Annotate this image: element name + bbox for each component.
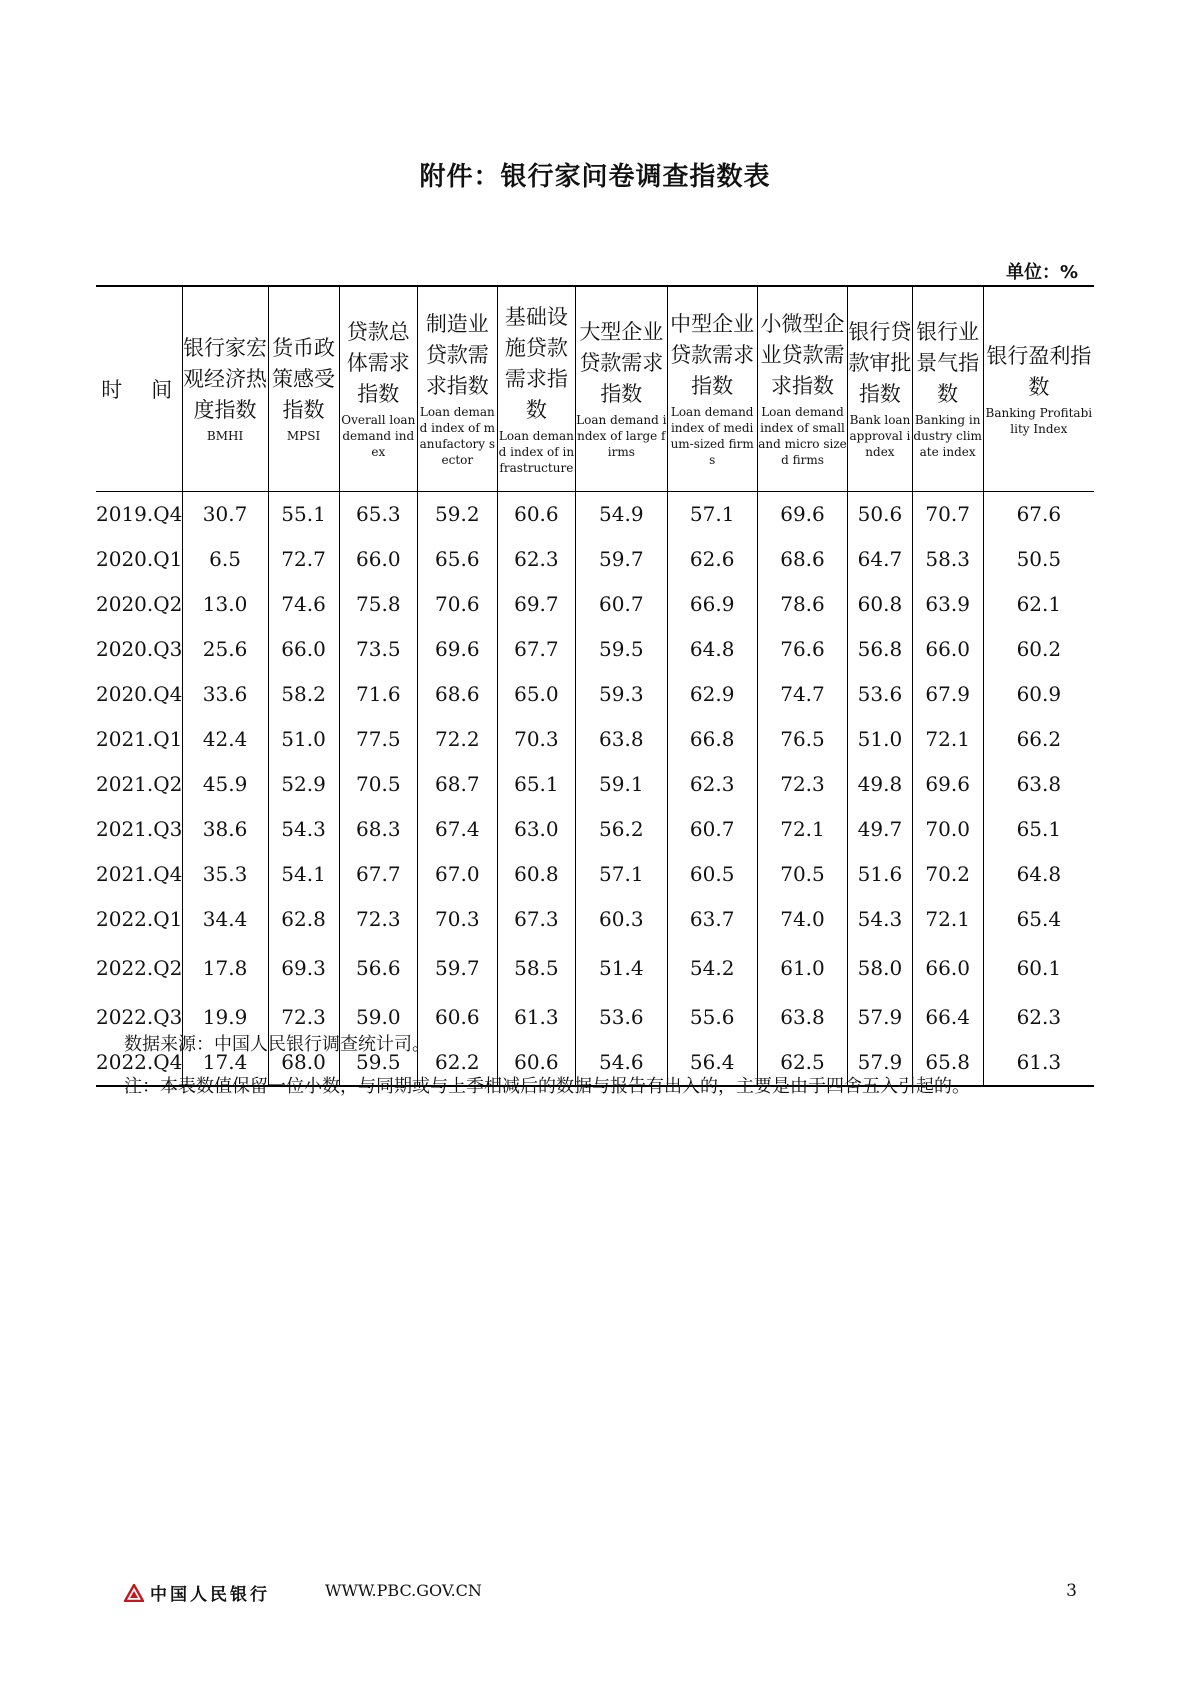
value-cell: 73.5 [339,627,418,672]
value-cell: 70.3 [418,897,498,942]
value-cell: 65.3 [339,491,418,537]
value-cell: 62.1 [983,582,1094,627]
value-cell: 58.5 [497,942,576,995]
value-cell: 56.6 [339,942,418,995]
value-cell: 54.9 [576,491,667,537]
value-cell: 51.0 [848,717,913,762]
value-cell: 69.6 [912,762,983,807]
value-cell: 70.5 [339,762,418,807]
header-loan-approval: 银行贷款审批指数 Bank loan approval index [848,286,913,491]
value-cell: 74.7 [757,672,847,717]
value-cell: 72.1 [912,897,983,942]
value-cell: 51.4 [576,942,667,995]
value-cell: 62.3 [983,995,1094,1040]
value-cell: 60.8 [497,852,576,897]
value-cell: 62.2 [418,1040,498,1086]
value-cell: 59.5 [576,627,667,672]
value-cell: 62.9 [667,672,757,717]
table-row [96,942,1094,995]
value-cell: 60.8 [848,582,913,627]
value-cell: 66.4 [912,995,983,1040]
value-cell: 65.6 [418,537,498,582]
value-cell: 49.8 [848,762,913,807]
header-small-micro-firms: 小微型企业贷款需求指数 Loan demand index of small and micro sized firms [757,286,847,491]
value-cell: 59.1 [576,762,667,807]
footer-org-name: 中国人民银行 [150,1585,270,1605]
value-cell: 69.3 [268,942,339,995]
table-row [96,762,1094,807]
value-cell: 66.0 [268,627,339,672]
value-cell: 51.0 [268,717,339,762]
value-cell: 54.2 [667,942,757,995]
value-cell: 57.1 [576,852,667,897]
value-cell: 56.2 [576,807,667,852]
table-row [96,672,1094,717]
value-cell: 68.6 [757,537,847,582]
value-cell: 72.3 [757,762,847,807]
value-cell: 59.0 [339,995,418,1040]
header-mpsi: 货币政策感受指数 MPSI [268,286,339,491]
value-cell: 67.9 [912,672,983,717]
period-cell: 2022.Q2 [96,956,183,980]
value-cell: 68.6 [418,672,498,717]
value-cell: 62.8 [268,897,339,942]
value-cell: 49.7 [848,807,913,852]
period-cell: 2021.Q4 [96,862,183,886]
value-cell: 66.0 [912,627,983,672]
period-cell: 2019.Q4 [96,502,183,526]
value-cell: 60.1 [983,942,1094,995]
value-cell: 70.5 [757,852,847,897]
value-cell: 76.6 [757,627,847,672]
value-cell: 60.6 [497,1040,576,1086]
value-cell: 57.1 [667,491,757,537]
value-cell: 77.5 [339,717,418,762]
table-row [96,491,1094,537]
value-cell: 53.6 [576,995,667,1040]
table-row [96,627,1094,672]
header-medium-firms: 中型企业贷款需求指数 Loan demand index of medium-sized firms [667,286,757,491]
page-number: 3 [1066,1581,1077,1601]
value-cell: 70.2 [912,852,983,897]
value-cell: 17.8 [182,942,268,995]
value-cell: 62.3 [667,762,757,807]
unit-label: 单位：% [1005,262,1078,283]
value-cell: 53.6 [848,672,913,717]
value-cell: 69.6 [757,491,847,537]
value-cell: 25.6 [182,627,268,672]
value-cell: 17.4 [182,1040,268,1086]
value-cell: 60.5 [667,852,757,897]
value-cell: 38.6 [182,807,268,852]
value-cell: 51.6 [848,852,913,897]
value-cell: 55.6 [667,995,757,1040]
value-cell: 60.3 [576,897,667,942]
value-cell: 19.9 [182,995,268,1040]
value-cell: 6.5 [182,537,268,582]
period-cell: 2022.Q4 [96,1040,182,1086]
header-manufacturing: 制造业贷款需求指数 Loan demand index of manufactory sector [418,286,498,491]
period-cell: 2021.Q3 [96,817,183,841]
value-cell: 54.6 [576,1040,667,1086]
header-overall-loan: 贷款总体需求指数 Overall loan demand index [339,286,418,491]
period-cell: 2020.Q1 [96,547,183,571]
value-cell: 67.6 [983,491,1094,537]
value-cell: 70.7 [912,491,983,537]
period-cell: 2022.Q1 [96,907,183,931]
pbc-logo-icon [124,1584,144,1602]
value-cell: 75.8 [339,582,418,627]
value-cell: 45.9 [182,762,268,807]
value-cell: 60.9 [983,672,1094,717]
table-header-row [96,286,1094,491]
value-cell: 59.3 [576,672,667,717]
value-cell: 70.6 [418,582,498,627]
table-row [96,717,1094,762]
value-cell: 56.4 [667,1040,757,1086]
value-cell: 30.7 [182,491,268,537]
value-cell: 67.3 [497,897,576,942]
value-cell: 52.9 [268,762,339,807]
value-cell: 68.0 [268,1040,339,1086]
value-cell: 34.4 [182,897,268,942]
value-cell: 72.1 [757,807,847,852]
value-cell: 66.2 [983,717,1094,762]
header-industry-climate: 银行业景气指数 Banking industry climate index [912,286,983,491]
value-cell: 62.3 [497,537,576,582]
value-cell: 57.9 [848,1040,913,1086]
value-cell: 65.0 [497,672,576,717]
footer-url[interactable]: WWW.PBC.GOV.CN [325,1581,482,1600]
value-cell: 42.4 [182,717,268,762]
value-cell: 33.6 [182,672,268,717]
value-cell: 61.3 [983,1040,1094,1086]
value-cell: 60.6 [418,995,498,1040]
value-cell: 55.1 [268,491,339,537]
value-cell: 58.0 [848,942,913,995]
value-cell: 60.2 [983,627,1094,672]
value-cell: 69.6 [418,627,498,672]
period-cell: 2022.Q3 [96,1005,183,1029]
value-cell: 72.2 [418,717,498,762]
value-cell: 59.7 [418,942,498,995]
value-cell: 65.1 [983,807,1094,852]
value-cell: 72.3 [268,995,339,1040]
value-cell: 62.6 [667,537,757,582]
value-cell: 74.6 [268,582,339,627]
value-cell: 72.3 [339,897,418,942]
value-cell: 63.9 [912,582,983,627]
value-cell: 58.3 [912,537,983,582]
period-cell: 2020.Q3 [96,637,183,661]
value-cell: 65.8 [912,1040,983,1086]
period-cell: 2021.Q1 [96,727,183,751]
value-cell: 50.6 [848,491,913,537]
value-cell: 71.6 [339,672,418,717]
value-cell: 58.2 [268,672,339,717]
value-cell: 54.3 [268,807,339,852]
value-cell: 72.7 [268,537,339,582]
value-cell: 67.4 [418,807,498,852]
value-cell: 56.8 [848,627,913,672]
value-cell: 66.0 [339,537,418,582]
data-source-note: 数据来源：中国人民银行调查统计司。 [124,1034,430,1055]
value-cell: 62.5 [757,1040,847,1086]
index-table [96,285,1094,1087]
table-row [96,852,1094,897]
value-cell: 63.8 [576,717,667,762]
period-cell: 2020.Q2 [96,592,183,616]
value-cell: 63.8 [757,995,847,1040]
value-cell: 67.7 [497,627,576,672]
footnote: 注：本表数值保留一位小数，与同期或与上季相减后的数据与报告有出入的，主要是由于四舍五入引起的。 [124,1076,970,1097]
value-cell: 67.0 [418,852,498,897]
value-cell: 59.2 [418,491,498,537]
value-cell: 61.0 [757,942,847,995]
value-cell: 67.7 [339,852,418,897]
value-cell: 35.3 [182,852,268,897]
value-cell: 59.7 [576,537,667,582]
value-cell: 69.7 [497,582,576,627]
value-cell: 60.6 [497,491,576,537]
header-bmhi: 银行家宏观经济热度指数 BMHI [182,286,268,491]
table-row [96,807,1094,852]
value-cell: 66.0 [912,942,983,995]
header-profitability: 银行盈利指数 Banking Profitability Index [983,286,1094,491]
value-cell: 64.8 [667,627,757,672]
value-cell: 59.5 [339,1040,418,1086]
table-row [96,537,1094,582]
header-large-firms: 大型企业贷款需求指数 Loan demand index of large firms [576,286,667,491]
header-period: 时 间 [96,286,182,491]
value-cell: 61.3 [497,995,576,1040]
value-cell: 70.3 [497,717,576,762]
header-infrastructure: 基础设施贷款需求指数 Loan demand index of infrastructure [497,286,576,491]
value-cell: 76.5 [757,717,847,762]
value-cell: 57.9 [848,995,913,1040]
value-cell: 50.5 [983,537,1094,582]
value-cell: 54.3 [848,897,913,942]
value-cell: 66.8 [667,717,757,762]
footer-logo [124,1580,270,1605]
value-cell: 68.3 [339,807,418,852]
value-cell: 60.7 [667,807,757,852]
value-cell: 70.0 [912,807,983,852]
value-cell: 74.0 [757,897,847,942]
value-cell: 68.7 [418,762,498,807]
value-cell: 64.7 [848,537,913,582]
value-cell: 54.1 [268,852,339,897]
value-cell: 60.7 [576,582,667,627]
table-row [96,897,1094,942]
page-title: 附件：银行家问卷调查指数表 [419,162,771,192]
period-cell: 2020.Q4 [96,682,183,706]
value-cell: 64.8 [983,852,1094,897]
value-cell: 65.4 [983,897,1094,942]
period-cell: 2021.Q2 [96,772,183,796]
value-cell: 78.6 [757,582,847,627]
value-cell: 63.8 [983,762,1094,807]
value-cell: 66.9 [667,582,757,627]
value-cell: 72.1 [912,717,983,762]
value-cell: 63.7 [667,897,757,942]
value-cell: 13.0 [182,582,268,627]
value-cell: 65.1 [497,762,576,807]
value-cell: 63.0 [497,807,576,852]
table-row [96,582,1094,627]
